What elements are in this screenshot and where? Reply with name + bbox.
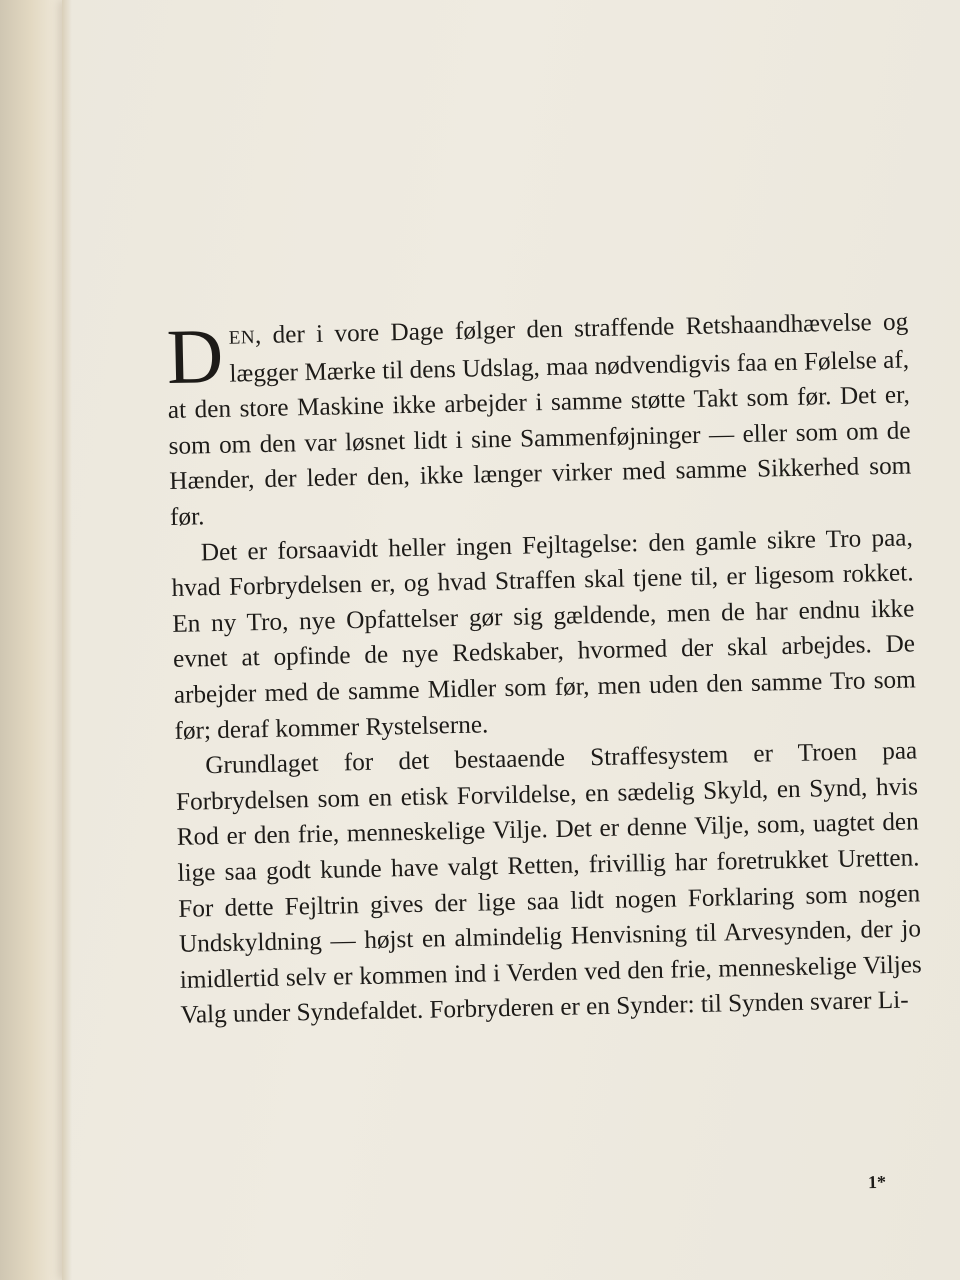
paragraph-1 [166, 304, 912, 535]
paragraph-1-text: , der i vore Dage følger den straffende Retshaandhævelse og lægger Mærke til dens Udslag, maa nødvendigvis faa en Følelse af, at den store Maskine ikke arbejder i samme støtte Takt som før. Det er, som om den var løsnet lidt i sine Sammenføjninger — eller som om de Hænder, der leder den, ikke længer virker med samme Sikkerhed som før. [167, 308, 912, 531]
drop-cap: D [165, 311, 225, 400]
opening-smallcaps: EN [228, 327, 256, 349]
signature-mark: 1* [867, 1171, 887, 1193]
paragraph-2: Det er forsaavidt heller ingen Fejltagelse: den gamle sikre Tro paa, hvad Forbrydelsen er, og hvad Straffen skal tjene til, er ligesom rokket. En ny Tro, nye Opfattelser gør sig gældende, men de har endnu ikke evnet at opfinde de nye Redskaber, hvormed der skal arbejdes. De arbejder med de samme Midler som før, men uden den samme Tro som før; deraf kommer Rystelserne. [171, 523, 916, 745]
body-text [166, 304, 923, 1033]
page-edge-shadow [62, 0, 72, 1280]
paragraph-3: Grundlaget for det bestaaende Straffesystem er Troen paa Forbrydelsen som en etisk Forvildelse, en sædelig Skyld, en Synd, hvis Rod er den frie, menneskelige Vilje. Det er denne Vilje, som, uagtet den lige saa godt kunde have valgt Retten, frivillig har foretrukket Uretten. For dette Fejltrin gives der lige saa lidt nogen Forklaring som nogen Undskyldning — højst en almindelig Henvisning til Arvesynden, der jo imidlertid selv er kommen ind i Verden ved den frie, menneskelige Viljes Valg under Syndefaldet. Forbryderen er en Synder: til Synden svarer Li- [175, 737, 922, 1030]
